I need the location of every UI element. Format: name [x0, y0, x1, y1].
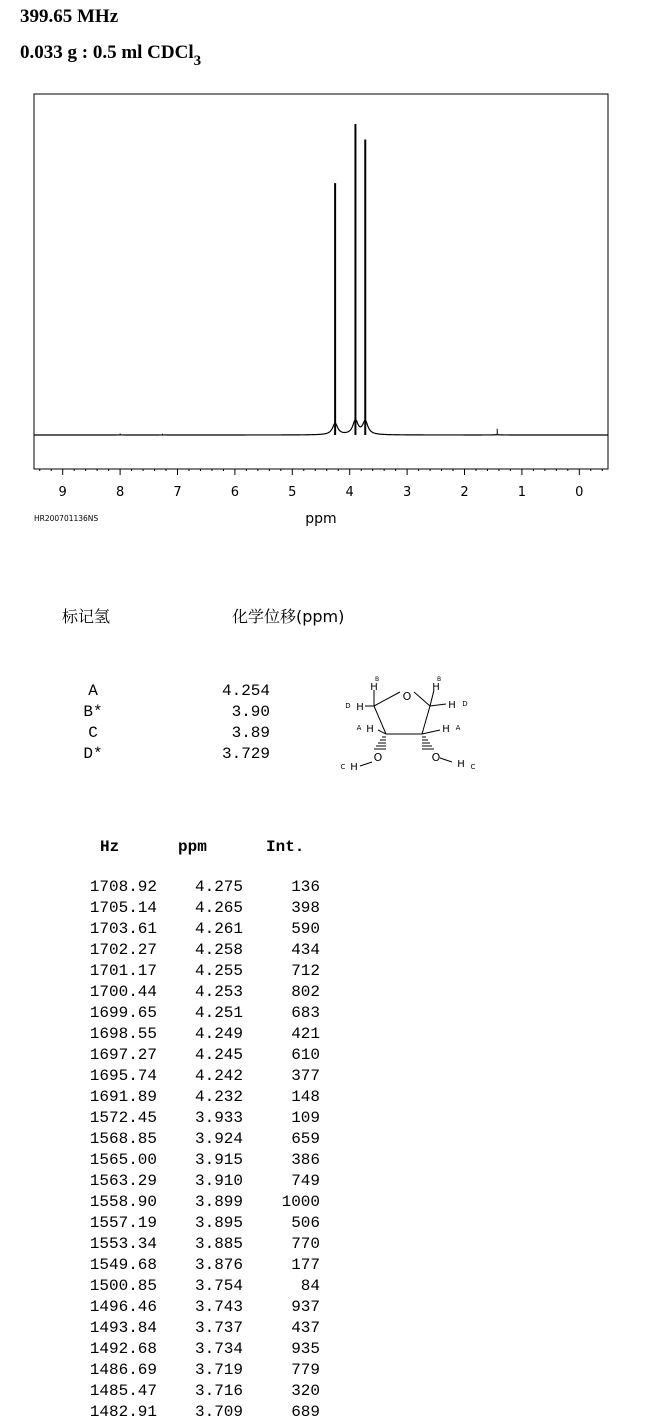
hydrogen-c2: H — [457, 759, 465, 770]
hydrogen-a2: H — [442, 724, 450, 735]
x-tick-label: 2 — [460, 485, 469, 500]
peak-hz: 1701.17 — [89, 962, 157, 980]
peak-ppm: 3.737 — [194, 1319, 243, 1337]
spectrum-id: HR200701136NS — [34, 514, 99, 523]
peak-hz: 1708.92 — [89, 878, 157, 896]
assignment-shift-c: 3.89 — [231, 724, 270, 742]
peak-hz: 1572.45 — [89, 1109, 157, 1127]
peak-ppm: 4.242 — [194, 1067, 243, 1085]
peak-intensity: 109 — [291, 1109, 320, 1127]
peak-intensity: 421 — [291, 1025, 320, 1043]
x-tick-label: 0 — [575, 485, 584, 500]
peak-hz: 1565.00 — [89, 1151, 157, 1169]
peak-intensity: 434 — [291, 941, 320, 959]
hydrogen-c1: H — [350, 762, 358, 773]
peak-intensity: 590 — [291, 920, 320, 938]
hydrogen-a1: H — [366, 724, 374, 735]
peak-intensity: 779 — [291, 1361, 320, 1379]
peak-intensity: 177 — [291, 1256, 320, 1274]
label-a1: A — [356, 724, 362, 732]
peak-intensity: 437 — [291, 1319, 320, 1337]
assignment-label-c: C — [88, 724, 98, 742]
peak-ppm: 4.253 — [194, 983, 243, 1001]
x-tick-label: 5 — [288, 485, 297, 500]
assignment-shift-d: 3.729 — [221, 745, 270, 763]
peak-hz: 1705.14 — [89, 899, 157, 917]
peak-intensity: 683 — [291, 1004, 320, 1022]
assignment-shift-b: 3.90 — [231, 703, 270, 721]
table-header-int: Int. — [266, 838, 305, 856]
peak-ppm: 4.275 — [194, 878, 243, 896]
label-b1: B — [374, 676, 380, 683]
peak-intensity: 802 — [291, 983, 320, 1001]
peak-intensity: 506 — [291, 1214, 320, 1232]
peak-intensity: 136 — [291, 878, 320, 896]
label-d1: D — [345, 702, 351, 710]
assignment-label-b: B* — [83, 703, 103, 721]
peak-hz: 1496.46 — [89, 1298, 157, 1316]
peak-hz: 1568.85 — [89, 1130, 157, 1148]
peak-intensity: 386 — [291, 1151, 320, 1169]
peak-hz: 1493.84 — [89, 1319, 157, 1337]
peak-ppm: 3.899 — [194, 1193, 243, 1211]
assignment-shift-a: 4.254 — [221, 682, 270, 700]
peak-ppm: 3.743 — [194, 1298, 243, 1316]
hydrogen-b2: H — [432, 682, 440, 693]
x-axis-label: ppm — [305, 511, 337, 527]
peak-ppm: 3.754 — [194, 1277, 243, 1295]
peak-intensity: 320 — [291, 1382, 320, 1400]
assignment-label-d: D* — [83, 745, 103, 763]
x-tick-label: 4 — [345, 485, 354, 500]
assignment-header-label: 标记氢 — [62, 607, 111, 626]
peak-intensity: 398 — [291, 899, 320, 917]
peak-ppm: 3.709 — [194, 1403, 243, 1421]
peak-ppm: 4.249 — [194, 1025, 243, 1043]
label-b2: B — [436, 676, 442, 683]
peak-ppm: 4.265 — [194, 899, 243, 917]
assignment-label-a: A — [88, 682, 98, 700]
label-a2: A — [455, 724, 461, 732]
peak-intensity: 749 — [291, 1172, 320, 1190]
peak-ppm: 3.933 — [194, 1109, 243, 1127]
peak-ppm: 4.258 — [194, 941, 243, 959]
label-c1: C — [340, 763, 346, 771]
peak-hz: 1485.47 — [89, 1382, 157, 1400]
peak-ppm: 3.885 — [194, 1235, 243, 1253]
peak-hz: 1691.89 — [89, 1088, 157, 1106]
peak-hz: 1557.19 — [89, 1214, 157, 1232]
x-tick-label: 8 — [115, 485, 125, 500]
peak-ppm: 3.924 — [194, 1130, 243, 1148]
peak-intensity: 377 — [291, 1067, 320, 1085]
peak-hz: 1698.55 — [89, 1025, 157, 1043]
hydroxyl-oxygen-2: O — [431, 751, 441, 764]
peak-hz: 1549.68 — [89, 1256, 157, 1274]
spectrum-trace — [34, 419, 608, 435]
table-header-ppm: ppm — [178, 838, 207, 856]
nmr-spectrum-chart — [0, 0, 652, 540]
x-tick-label: 3 — [402, 485, 412, 500]
peak-hz: 1700.44 — [89, 983, 157, 1001]
peak-hz: 1553.34 — [89, 1235, 157, 1253]
peak-intensity: 770 — [291, 1235, 320, 1253]
peak-intensity: 1000 — [281, 1193, 320, 1211]
peak-ppm: 4.255 — [194, 962, 243, 980]
peak-ppm: 3.719 — [194, 1361, 243, 1379]
peak-hz: 1492.68 — [89, 1340, 157, 1358]
hydrogen-b1: H — [370, 682, 378, 693]
peak-ppm: 4.251 — [194, 1004, 243, 1022]
sample-text: 0.033 g : 0.5 ml CDCl — [20, 42, 194, 63]
peak-intensity: 659 — [291, 1130, 320, 1148]
peak-intensity: 689 — [291, 1403, 320, 1421]
hydrogen-d2: H — [448, 700, 456, 711]
peak-hz: 1482.91 — [89, 1403, 157, 1421]
assignment-header-shift: 化学位移(ppm) — [232, 607, 345, 626]
x-tick-label: 1 — [517, 485, 527, 500]
peak-intensity: 84 — [300, 1277, 320, 1295]
spectrometer-frequency: 399.65 MHz — [20, 6, 119, 27]
molecule-structure — [330, 668, 490, 778]
peak-ppm: 3.915 — [194, 1151, 243, 1169]
peak-hz: 1500.85 — [89, 1277, 157, 1295]
peak-ppm: 4.261 — [194, 920, 243, 938]
ring-oxygen: O — [402, 690, 412, 703]
peak-ppm: 3.910 — [194, 1172, 243, 1190]
peak-hz: 1558.90 — [89, 1193, 157, 1211]
peak-intensity: 610 — [291, 1046, 320, 1064]
label-d2: D — [462, 700, 468, 708]
peak-intensity: 148 — [291, 1088, 320, 1106]
peak-ppm: 3.734 — [194, 1340, 243, 1358]
sample-subscript: 3 — [193, 53, 202, 69]
peak-ppm: 4.245 — [194, 1046, 243, 1064]
x-tick-label: 9 — [58, 485, 67, 500]
peak-intensity: 935 — [291, 1340, 320, 1358]
peak-ppm: 3.716 — [194, 1382, 243, 1400]
x-tick-label: 7 — [173, 485, 182, 500]
x-tick-label: 6 — [230, 485, 240, 500]
peak-hz: 1695.74 — [89, 1067, 157, 1085]
peak-hz: 1697.27 — [89, 1046, 157, 1064]
peak-ppm: 4.232 — [194, 1088, 243, 1106]
peak-intensity: 712 — [291, 962, 320, 980]
peak-intensity: 937 — [291, 1298, 320, 1316]
peak-hz: 1699.65 — [89, 1004, 157, 1022]
hydrogen-d1: H — [356, 702, 364, 713]
peak-hz: 1703.61 — [89, 920, 157, 938]
hydroxyl-oxygen-1: O — [373, 751, 383, 764]
table-header-hz: Hz — [100, 838, 120, 856]
peak-ppm: 3.895 — [194, 1214, 243, 1232]
peak-hz: 1486.69 — [89, 1361, 157, 1379]
peak-hz: 1702.27 — [89, 941, 157, 959]
label-c2: C — [470, 763, 476, 771]
peak-hz: 1563.29 — [89, 1172, 157, 1190]
plot-frame — [34, 94, 608, 469]
peak-ppm: 3.876 — [194, 1256, 243, 1274]
